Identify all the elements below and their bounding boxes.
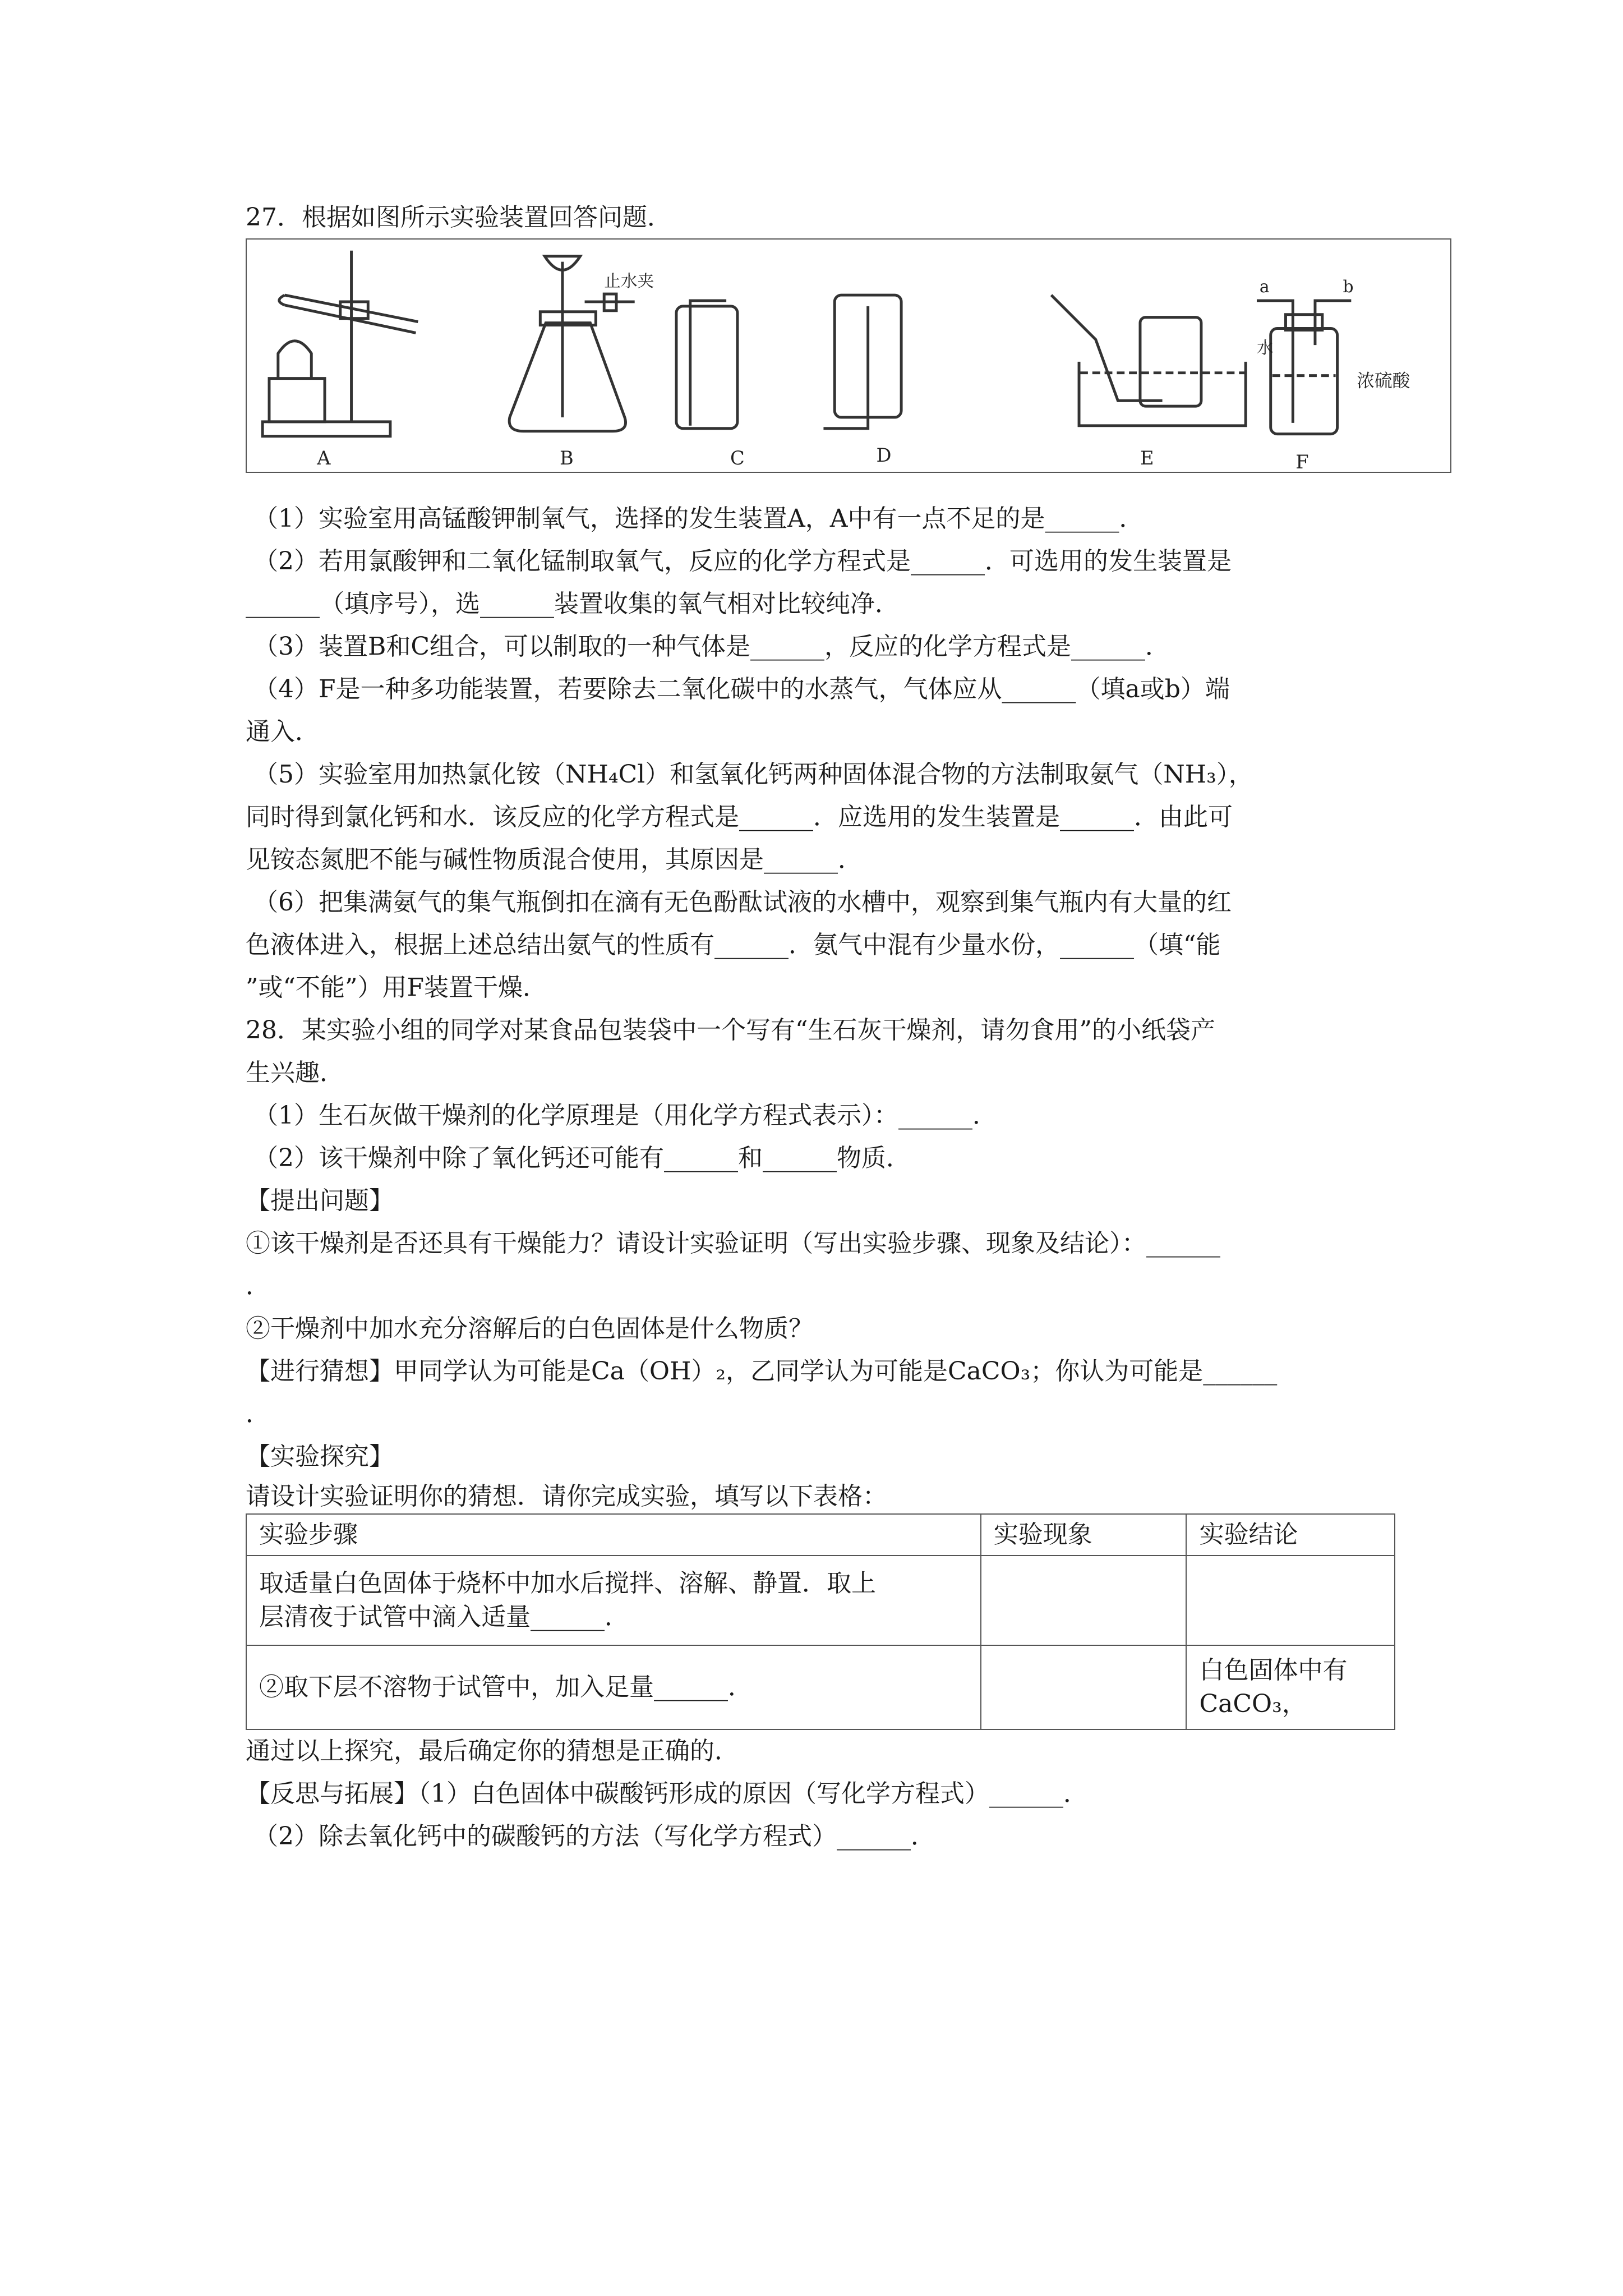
step-cell: ②取下层不溶物于试管中，加入足量______． [246,1645,981,1729]
header-cell: 实验步骤 [246,1514,981,1556]
apparatus-c [676,301,737,429]
header-cell: 实验现象 [981,1514,1187,1556]
water-label: 水 [1256,338,1274,358]
table-header-row [246,1514,1395,1556]
apparatus-f [1257,301,1351,434]
acid-label: 浓硫酸 [1357,371,1410,392]
apparatus-d [823,295,901,429]
phenomenon-cell [981,1645,1187,1729]
q28-after-line: 【反思与拓展】（1）白色固体中碳酸钙形成的原因（写化学方程式）______． [246,1779,1088,1808]
q27-line: 见铵态氮肥不能与碱性物质混合使用，其原因是______． [246,845,863,874]
q27-line: （5）实验室用加热氯化铵（NH₄Cl）和氢氧化钙两种固体混合物的方法制取氨气（NH₃）， [253,760,1253,789]
apparatus-illustration [247,240,1450,472]
conclusion-text: 白色固体中有 [1199,1656,1348,1685]
q27-line: 通入． [246,717,320,746]
clamp-label: 止水夹 [604,272,654,292]
step-cell [246,1556,981,1645]
apparatus-figure [246,238,1451,473]
q28-line: ①该干燥剂是否还具有干燥能力？请设计实验证明（写出实验步骤、现象及结论）：______ [246,1229,1220,1258]
q28-line: 【实验探究】 [246,1442,394,1471]
table-row [246,1645,1395,1729]
q28-line: 请设计实验证明你的猜想．请你完成实验，填写以下表格： [246,1482,887,1511]
q28-after-line: 通过以上探究，最后确定你的猜想是正确的． [246,1737,739,1765]
q27-title: 27．根据如图所示实验装置回答问题． [246,203,672,232]
port-b-label: b [1343,277,1354,297]
q27-line: （4）F是一种多功能装置，若要除去二氧化碳中的水蒸气，气体应从______（填a或b）端 [253,675,1230,703]
q28-line: 28．某实验小组的同学对某食品包装袋中一个写有“生石灰干燥剂，请勿食用”的小纸袋产 [246,1016,1215,1045]
conclusion-text: CaCO₃， [1199,1690,1307,1718]
conclusion-cell [1186,1556,1395,1645]
q27-line: （3）装置B和C组合，可以制取的一种气体是______，反应的化学方程式是______． [253,632,1170,661]
step-text: 层清夜于试管中滴入适量______． [259,1603,629,1631]
q28-line: 生兴趣． [246,1059,344,1087]
q27-line: （2）若用氯酸钾和二氧化锰制取氧气，反应的化学方程式是______．可选用的发生装置是 [253,547,1232,576]
q28-line: （2）该干燥剂中除了氧化钙还可能有______和______物质． [253,1144,911,1172]
apparatus-e [1052,295,1246,426]
q27-line: ______（填序号），选______装置收集的氧气相对比较纯净． [246,590,900,618]
q28-line: ． [246,1400,270,1428]
label-e: E [1140,447,1154,470]
q27-line: （1）实验室用高锰酸钾制氧气，选择的发生装置A，A中有一点不足的是______． [253,504,1144,533]
q28-line: ． [246,1272,270,1300]
label-c: C [730,447,745,470]
label-a: A [317,447,331,470]
label-d: D [876,444,892,467]
q27-line: 色液体进入，根据上述总结出氨气的性质有______．氨气中混有少量水份，______（填“能 [246,931,1221,959]
q28-line: ②干燥剂中加水充分溶解后的白色固体是什么物质？ [246,1314,813,1343]
q28-line: （1）生石灰做干燥剂的化学原理是（用化学方程式表示）：______． [253,1101,997,1130]
apparatus-a [262,251,418,436]
q28-line: 【提出问题】 [246,1186,394,1215]
experiment-table [246,1513,1395,1730]
table-row [246,1556,1395,1645]
conclusion-cell [1186,1645,1395,1729]
q27-line: ”或“不能”）用F装置干燥． [246,973,548,1002]
q27-line: 同时得到氯化钙和水．该反应的化学方程式是______．应选用的发生装置是______．由此可 [246,803,1233,831]
q27-line: （6）把集满氨气的集气瓶倒扣在滴有无色酚酞试液的水槽中，观察到集气瓶内有大量的红 [253,888,1232,917]
header-cell: 实验结论 [1186,1514,1395,1556]
step-text: 取适量白色固体于烧杯中加水后搅拌、溶解、静置．取上 [259,1569,876,1598]
q28-line: 【进行猜想】甲同学认为可能是Ca（OH）₂，乙同学认为可能是CaCO₃；你认为可能是______ [246,1357,1278,1386]
label-b: B [559,447,574,470]
label-f: F [1295,451,1309,472]
port-a-label: a [1259,277,1270,297]
phenomenon-cell [981,1556,1187,1645]
q28-after-line: （2）除去氧化钙中的碳酸钙的方法（写化学方程式）______． [253,1822,935,1851]
